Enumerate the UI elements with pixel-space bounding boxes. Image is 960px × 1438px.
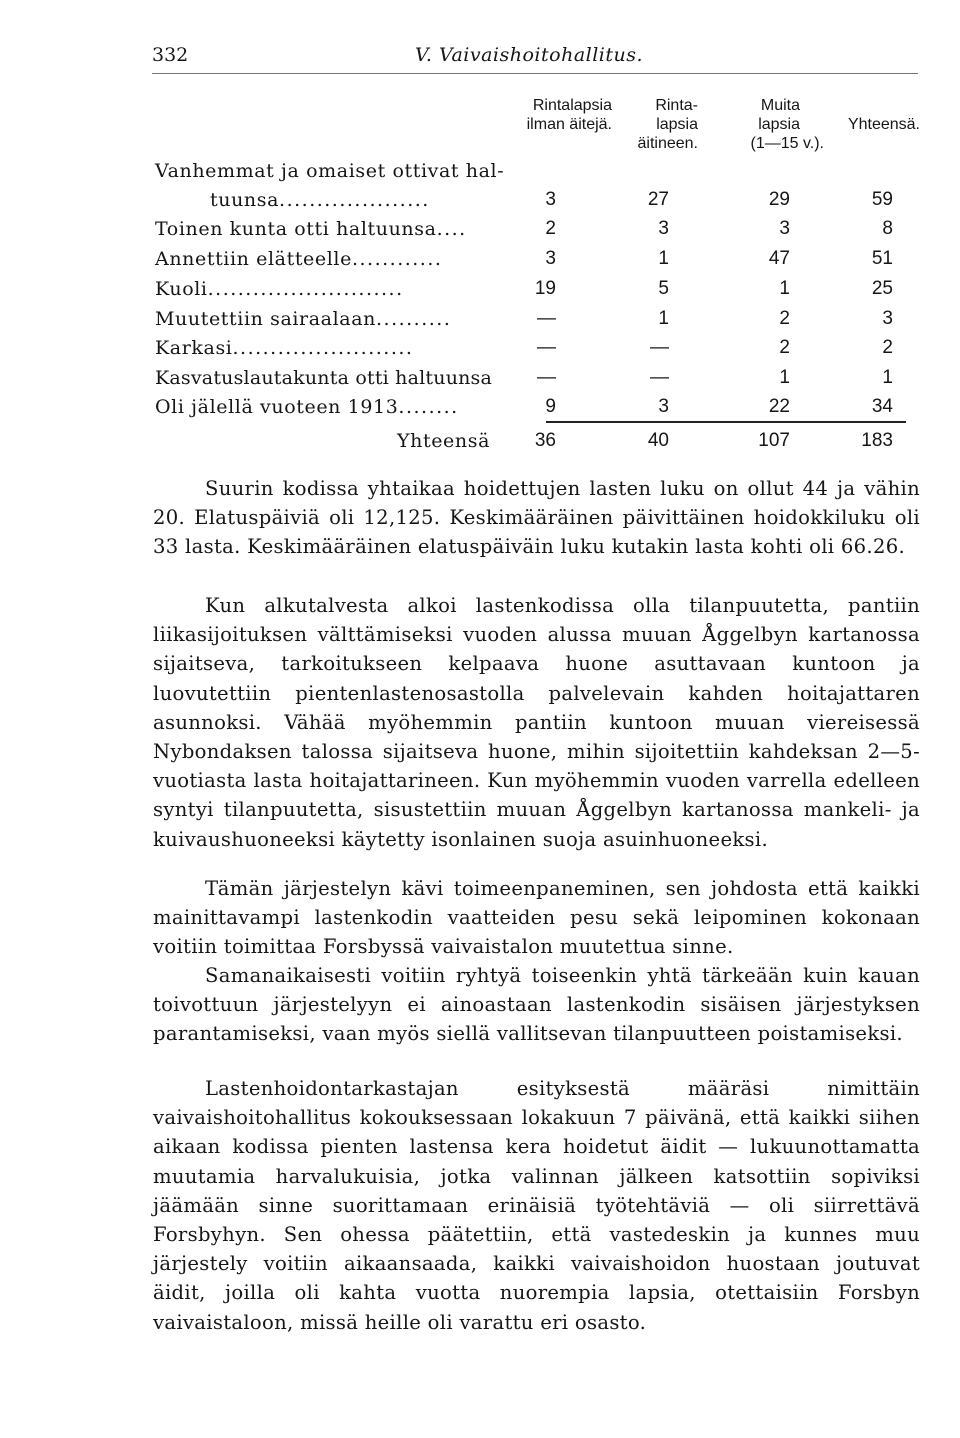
row-label-6-text: Kasvatuslautakunta otti haltuunsa [155, 367, 493, 389]
cell-5-1: — [537, 337, 556, 358]
cell-4-1: — [537, 308, 556, 329]
paragraph-4-text: Samanaikaisesti voitiin ryhtyä toiseenkin yhtä tärkeään kuin kauan toivottuun järjestelyyn ei ainoastaan lastenkodin sisäisen järjestyksen parantamiseksi, vaan myös siellä vallitsevan tilanpuutteen poistamiseksi. [153, 964, 920, 1046]
column-header-3-line2: lapsia [758, 116, 800, 133]
paragraph-2-text: Kun alkutalvesta alkoi lastenkodissa olla tilanpuutetta, pantiin liikasijoituksen välttämiseksi vuoden alussa muuan Åggelbyn kartanossa sijaitseva, tarkoitukseen kelpaava huone asuttavaan kuntoon ja luovutettiin pientenlastenosastolla palvelevain kahden hoitajattaren asunnoksi. Vähää myöhemmin pantiin kuntoon muuan viereisessä Nybondaksen talossa sijaitseva huone, mihin sijoitettiin kahdeksan 2—5-vuotiasta lasta hoitajattarineen. Kun myöhemmin vuoden varrella edelleen syntyi tilanpuutetta, sisustettiin muuan Åggelbyn kartanossa mankeli- ja kuivaushuoneeksi käytetty isonlainen suoja asuinhuoneeksi. [153, 594, 920, 851]
row-label-4 [155, 308, 451, 330]
row-label-0-line1: Vanhemmat ja omaiset ottivat hal- [155, 160, 505, 182]
row-label-2-text: Annettiin elätteelle [155, 248, 352, 270]
column-header-2-line3: äitineen. [637, 135, 698, 152]
column-header-3-line3: (1—15 v.). [750, 135, 824, 152]
leader-dots: .................... [279, 189, 430, 211]
paragraph-1 [153, 474, 920, 562]
page-number: 332 [152, 44, 189, 66]
column-header-2 [614, 96, 698, 153]
cell-2-3: 47 [768, 248, 790, 269]
cell-6-1: — [537, 367, 556, 388]
running-title: V. Vaivaishoitohallitus. [415, 44, 644, 66]
cell-7-2: 3 [658, 396, 669, 417]
paragraph-3 [153, 874, 920, 962]
column-header-3 [700, 96, 824, 153]
cell-5-4: 2 [882, 337, 893, 358]
row-label-3-text: Kuoli [155, 278, 208, 300]
cell-1-2: 3 [658, 218, 669, 239]
column-header-1-line1: Rintalapsia [532, 97, 612, 114]
leader-dots: .......................... [207, 278, 404, 300]
row-label-0-text: tuunsa [210, 189, 280, 211]
cell-7-3: 22 [768, 396, 790, 417]
row-label-1 [155, 218, 467, 240]
leader-dots: ........ [398, 396, 459, 418]
cell-0-1: 3 [545, 189, 556, 210]
paragraph-2 [153, 591, 920, 854]
row-label-4-text: Muutettiin sairaalaan [155, 308, 376, 330]
total-cell-3: 107 [758, 430, 790, 451]
cell-7-4: 34 [871, 396, 893, 417]
column-header-1-line2: ilman äitejä. [526, 116, 612, 133]
cell-2-1: 3 [545, 248, 556, 269]
cell-4-2: 1 [658, 308, 669, 329]
total-cell-2: 40 [647, 430, 669, 451]
column-header-2-line1: Rinta- [655, 97, 698, 114]
paragraph-5-text: Lastenhoidontarkastajan esityksestä määräsi nimittäin vaivaishoitohallitus kokouksessaan lokakuun 7 päivänä, että kaikki siihen aikaan kodissa pienten lastensa kera hoidetut äidit — lukuunottamatta muutamia harvalukuisia, jotka valinnan jälkeen katsottiin sopiviksi jäämään sinne suorittamaan erinäisiä työtehtäviä — oli siirrettävä Forsbyhyn. Sen ohessa päätettiin, että vastedeskin ja kunnes muu järjestely voitiin aikaansaada, kaikki vaivaishoidon huostaan joutuvat äidit, joilla oli kahta vuotta nuorempia lapsia, otettaisiin Forsbyn vaivaistaloon, missä heille oli varattu eri osasto. [153, 1077, 920, 1334]
total-label: Yhteensä [397, 430, 491, 452]
column-header-4 [822, 115, 920, 134]
row-label-3 [155, 278, 404, 300]
cell-0-4: 59 [871, 189, 893, 210]
cell-4-4: 3 [882, 308, 893, 329]
cell-4-3: 2 [779, 308, 790, 329]
header-rule [152, 73, 918, 74]
column-header-1 [470, 96, 612, 134]
row-label-5 [155, 337, 413, 359]
total-cell-4: 183 [861, 430, 893, 451]
paragraph-5 [153, 1074, 920, 1337]
row-label-0-line2 [210, 189, 430, 211]
row-label-5-text: Karkasi [155, 337, 233, 359]
cell-6-3: 1 [779, 367, 790, 388]
cell-0-3: 29 [768, 189, 790, 210]
row-label-2 [155, 248, 442, 270]
cell-3-4: 25 [871, 278, 893, 299]
cell-1-1: 2 [545, 218, 556, 239]
cell-0-2: 27 [647, 189, 669, 210]
cell-3-2: 5 [658, 278, 669, 299]
cell-5-2: — [650, 337, 669, 358]
cell-3-1: 19 [534, 278, 556, 299]
leader-dots: ........................ [232, 337, 414, 359]
cell-3-3: 1 [779, 278, 790, 299]
leader-dots: .......... [375, 308, 452, 330]
cell-6-4: 1 [882, 367, 893, 388]
cell-2-2: 1 [658, 248, 669, 269]
total-cell-1: 36 [534, 430, 556, 451]
cell-1-3: 3 [779, 218, 790, 239]
leader-dots: .... [436, 218, 467, 240]
column-header-3-line1: Muita [760, 97, 800, 114]
sum-rule [546, 421, 906, 423]
paragraph-3-text: Tämän järjestelyn kävi toimeenpaneminen, sen johdosta että kaikki mainittavampi lastenkodin vaatteiden pesu sekä leipominen kokonaan voitiin toimittaa Forsbyssä vaivaistalon muutettua sinne. [153, 877, 920, 959]
leader-dots: ............ [351, 248, 443, 270]
row-label-1-text: Toinen kunta otti haltuunsa [155, 218, 437, 240]
row-label-6 [155, 367, 492, 389]
column-header-4-line2: Yhteensä. [847, 116, 920, 133]
paragraph-1-text: Suurin kodissa yhtaikaa hoidettujen lasten luku on ollut 44 ja vähin 20. Elatuspäiviä oli 12,125. Keskimääräinen päivittäinen hoidokkiluku oli 33 lasta. Keskimääräinen elatuspäiväin luku kutakin lasta kohti oli 66.26. [153, 477, 920, 559]
column-header-2-line2: lapsia [656, 116, 698, 133]
paragraph-4 [153, 961, 920, 1049]
cell-2-4: 51 [871, 248, 893, 269]
cell-7-1: 9 [545, 396, 556, 417]
row-label-7-text: Oli jälellä vuoteen 1913 [155, 396, 399, 418]
row-label-7 [155, 396, 459, 418]
cell-6-2: — [650, 367, 669, 388]
cell-5-3: 2 [779, 337, 790, 358]
cell-1-4: 8 [882, 218, 893, 239]
